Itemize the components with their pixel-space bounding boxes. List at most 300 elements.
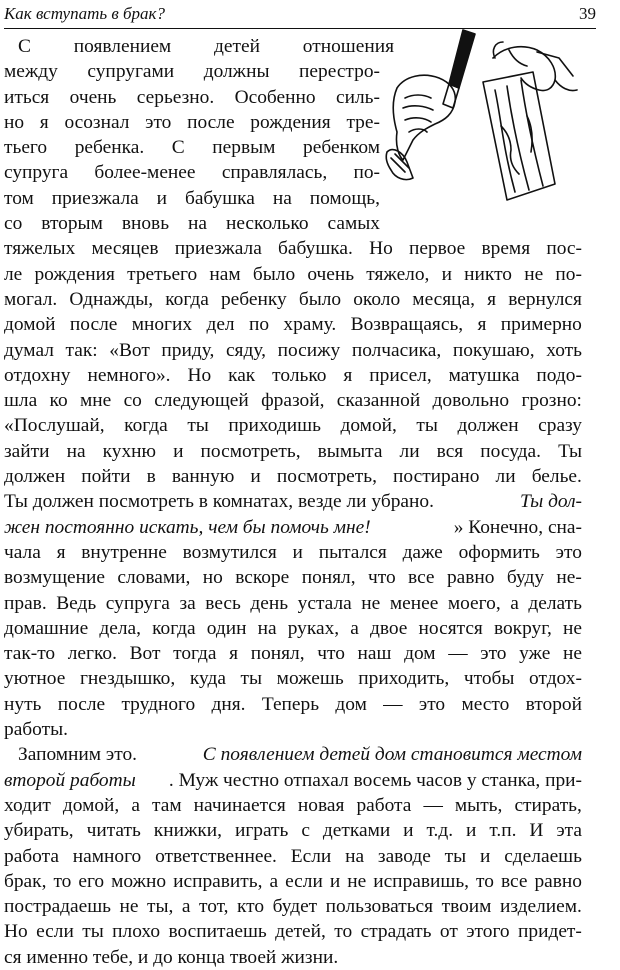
word: делать (528, 592, 582, 614)
word: Но (187, 364, 212, 386)
word: пострадаешь (4, 896, 112, 918)
italic-segment: С появлением детей дом становится местом (202, 744, 582, 766)
word: ходит (4, 794, 51, 816)
word: я (343, 364, 353, 386)
word: страдать (360, 921, 432, 943)
word: ли (399, 440, 420, 462)
word: что (367, 567, 396, 589)
word: довольно (432, 390, 510, 412)
word: со (123, 390, 142, 412)
word: перестро- (299, 61, 380, 83)
word: воспитаешь (168, 921, 267, 943)
word: на (257, 617, 277, 639)
word: буду (506, 567, 545, 589)
word: этого (466, 921, 510, 943)
word: ты (240, 668, 263, 690)
text-line (4, 160, 380, 185)
word: Если (290, 845, 332, 867)
word: тяжелых (4, 238, 76, 260)
word: серьезно. (136, 86, 215, 108)
text-line (4, 338, 582, 363)
word: все (500, 870, 528, 892)
word: уютное (4, 668, 66, 690)
word: твоим (441, 896, 492, 918)
word: — (423, 794, 443, 816)
word: место (461, 693, 510, 715)
word: тот, (198, 896, 229, 918)
word: это (418, 693, 446, 715)
word: ко (49, 390, 68, 412)
word: мыть, (454, 794, 503, 816)
word: нам (209, 263, 241, 285)
word: я (39, 111, 49, 133)
word: что (317, 643, 345, 665)
text-line (4, 666, 582, 691)
word: должен (4, 466, 66, 488)
word: и (479, 845, 491, 867)
word: силь- (335, 86, 380, 108)
word: ванную (171, 466, 235, 488)
word: все (408, 567, 435, 589)
word: посуда. (480, 440, 541, 462)
word: сделаешь (504, 845, 582, 867)
word: многих (131, 314, 193, 336)
word: носятся (418, 617, 483, 639)
word: детей (214, 36, 260, 57)
word: наш (357, 643, 392, 665)
word: за (179, 592, 196, 614)
word: на (188, 213, 207, 235)
word: месяца, (412, 288, 476, 310)
word: внутренне (81, 541, 167, 563)
text-line (4, 692, 582, 717)
word: понял, (301, 567, 356, 589)
word: Вот (129, 643, 161, 665)
word: домой (4, 314, 56, 336)
word: а (181, 896, 191, 918)
text-line (4, 768, 582, 793)
word: домой, (62, 794, 120, 816)
word: это (480, 643, 507, 665)
word: приду, (161, 339, 215, 361)
word: уже (519, 643, 551, 665)
word: по- (555, 263, 582, 285)
word: а (131, 794, 140, 816)
word: но (4, 111, 25, 133)
word: около (353, 288, 401, 310)
text-line (4, 388, 582, 413)
word: один (206, 617, 247, 639)
text-line (4, 591, 582, 616)
word: пользоваться (325, 896, 434, 918)
word: легко. (67, 643, 117, 665)
word: Ведь (56, 592, 97, 614)
word: том (4, 187, 34, 209)
word: если (36, 921, 74, 943)
word: рождения (34, 263, 115, 285)
word: даже (402, 541, 443, 563)
word: Но (4, 921, 28, 943)
word: появлением (73, 36, 172, 57)
word: заводе (377, 845, 431, 867)
word: чтобы (463, 668, 515, 690)
text-line (4, 818, 582, 843)
word: трудного (121, 693, 196, 715)
word: день (250, 592, 289, 614)
word: на (345, 845, 365, 867)
word: месяцев (91, 238, 159, 260)
text-line (4, 489, 582, 514)
word: хоть (546, 339, 582, 361)
word: то (476, 870, 494, 892)
word: никто (464, 263, 513, 285)
word: Однажды, (69, 288, 154, 310)
word: «Вот (109, 339, 150, 361)
text-line: работы. (4, 719, 68, 741)
word: приезжала (51, 187, 139, 209)
word: после (69, 314, 118, 336)
word: — (448, 643, 468, 665)
word: дела, (99, 617, 141, 639)
word: со (4, 213, 23, 235)
word: первым (212, 137, 276, 159)
text-line (4, 312, 582, 337)
word: и (441, 263, 452, 285)
word: по (248, 314, 270, 336)
text-line (4, 869, 582, 894)
word: помощь, (309, 187, 380, 209)
word: Особенно (234, 86, 316, 108)
word: но (202, 567, 223, 589)
word: не (347, 870, 367, 892)
word: детками (322, 820, 391, 842)
word: немного». (87, 364, 171, 386)
word: на (66, 440, 86, 462)
word: руках, (287, 617, 340, 639)
word: новая (297, 794, 345, 816)
word: «Послушай, (4, 415, 105, 437)
word: ли (495, 466, 516, 488)
word: это (145, 111, 172, 133)
italic-segment: второй работы (4, 769, 136, 791)
word: равно (534, 870, 582, 892)
word: а (350, 617, 359, 639)
word: эта (556, 820, 582, 842)
word: не (562, 643, 582, 665)
word: дел (206, 314, 235, 336)
word: словами, (117, 567, 191, 589)
word: стирать, (514, 794, 582, 816)
word: в (146, 466, 156, 488)
word: несколько (225, 213, 309, 235)
word: ты (187, 415, 209, 437)
text-line (4, 186, 380, 211)
word: Но (369, 238, 393, 260)
word: отношения (302, 36, 394, 57)
word: приходить, (358, 668, 450, 690)
word: супруга (105, 592, 170, 614)
word: ты (444, 845, 467, 867)
word: супруга (4, 162, 69, 184)
word: постирано (393, 466, 480, 488)
word: и (329, 870, 341, 892)
word: С (171, 137, 185, 159)
word: ребенком (303, 137, 380, 159)
word: можно (111, 870, 167, 892)
text-line (4, 262, 582, 287)
text-segment: . Муж честно отпахал восемь часов у станка, при- (168, 769, 582, 791)
word: кто (237, 896, 265, 918)
word: посмотреть, (276, 466, 377, 488)
text-segment: Ты должен посмотреть в комнатах, везде ли убрано. (4, 491, 434, 513)
word: второй (525, 693, 582, 715)
word: то (53, 870, 72, 892)
word: Возвращаясь, (350, 314, 464, 336)
word: шла (4, 390, 38, 412)
word: дня. (211, 693, 246, 715)
word: не (562, 617, 582, 639)
word: куда (189, 668, 226, 690)
word: а (510, 592, 519, 614)
word: после (187, 111, 235, 133)
word: играть (234, 820, 289, 842)
word: ответственнее. (155, 845, 277, 867)
word: отдох- (529, 668, 582, 690)
word: книжки, (153, 820, 223, 842)
word: кухню (102, 440, 157, 462)
text-line (4, 894, 582, 919)
text-line (4, 565, 582, 590)
text-line (4, 844, 582, 869)
word: полчасика, (351, 339, 442, 361)
text-line (4, 464, 582, 489)
word: вторым (41, 213, 103, 235)
word: понял, (250, 643, 305, 665)
text-line (4, 616, 582, 641)
word: очень (69, 86, 117, 108)
word: и (250, 466, 261, 488)
text-line (4, 59, 380, 84)
word: время (481, 238, 531, 260)
word: сказанной (336, 390, 421, 412)
word: супругами (87, 61, 175, 83)
text-line (4, 515, 582, 540)
word: вымыта (317, 440, 383, 462)
text-line (4, 236, 582, 261)
word: приезжала (174, 238, 262, 260)
word: прав. (4, 592, 47, 614)
word: и (466, 820, 477, 842)
word: Ты (558, 440, 582, 462)
text-line (4, 919, 582, 944)
word: зайти (4, 440, 50, 462)
word: вернулся (508, 288, 582, 310)
word: читать (86, 820, 141, 842)
word: тогда (173, 643, 217, 665)
word: если (285, 870, 323, 892)
word: моего, (447, 592, 501, 614)
word: можешь (276, 668, 344, 690)
word: тяжело, (366, 263, 430, 285)
word: возмутился (182, 541, 277, 563)
word: присел, (369, 364, 432, 386)
word: С (18, 36, 31, 57)
word: храму. (283, 314, 337, 336)
word: убирать, (4, 820, 74, 842)
text-line (4, 85, 380, 110)
page-number: 39 (579, 4, 596, 23)
word: работа (356, 794, 412, 816)
running-header (4, 2, 596, 29)
word: было (252, 263, 296, 285)
word: думал (4, 339, 54, 361)
word: исправить, (173, 870, 263, 892)
word: от (439, 921, 458, 943)
word: бабушка. (278, 238, 353, 260)
word: не- (556, 567, 582, 589)
word: на (272, 187, 292, 209)
text-line (4, 793, 582, 818)
word: с (301, 820, 310, 842)
word: а (269, 870, 279, 892)
word: посижу (277, 339, 341, 361)
word: рождения (250, 111, 331, 133)
word: не (361, 592, 381, 614)
word: я (477, 314, 487, 336)
italic-segment: жен постоянно искать, чем бы помочь мне! (4, 516, 371, 538)
word: я (56, 541, 66, 563)
word: ты, (147, 896, 174, 918)
text-line (4, 439, 582, 464)
word: посмотреть, (200, 440, 301, 462)
word: первое (409, 238, 466, 260)
word: двое (369, 617, 408, 639)
word: между (4, 61, 58, 83)
word: сразу (538, 415, 582, 437)
word: т.д. (426, 820, 454, 842)
word: когда (165, 288, 209, 310)
word: детей, (275, 921, 326, 943)
word: вскоре (235, 567, 290, 589)
word: должен (457, 415, 519, 437)
word: возмущение (4, 567, 105, 589)
word: весь (205, 592, 241, 614)
word: ле (4, 263, 23, 285)
word: пытался (318, 541, 387, 563)
word: вновь (121, 213, 170, 235)
text-segment: Запомним это. (18, 744, 137, 766)
word: тре- (346, 111, 380, 133)
text-line (4, 641, 582, 666)
word: по- (353, 162, 380, 184)
word: исправишь, (373, 870, 470, 892)
word: гнездышко, (79, 668, 176, 690)
word: примерно (500, 314, 582, 336)
word: ты (416, 415, 438, 437)
word: после (57, 693, 106, 715)
word: когда (124, 415, 168, 437)
word: бабушка (184, 187, 255, 209)
word: только (272, 364, 327, 386)
word: придет- (518, 921, 582, 943)
word: тьего (4, 137, 48, 159)
word: чала (4, 541, 41, 563)
text-line (4, 742, 582, 767)
word: равно (446, 567, 495, 589)
text-line (4, 540, 582, 565)
word: белье. (531, 466, 582, 488)
chapter-title: Как вступать в брак? (4, 4, 165, 23)
word: справлялась, (221, 162, 328, 184)
word: его (78, 870, 105, 892)
word: самых (327, 213, 380, 235)
word: более-менее (94, 162, 196, 184)
word: я (229, 643, 239, 665)
word: как (228, 364, 256, 386)
word: следующей (154, 390, 249, 412)
word: оформить (458, 541, 540, 563)
word: вся (436, 440, 464, 462)
word: домой, (340, 415, 397, 437)
word: менее (389, 592, 439, 614)
word: приходишь (228, 415, 321, 437)
word: сяду, (225, 339, 266, 361)
word: брак, (4, 870, 47, 892)
word: вокруг, (493, 617, 552, 639)
word: пос- (546, 238, 582, 260)
word: было (298, 288, 342, 310)
word: дом (404, 643, 436, 665)
word: плохо (112, 921, 161, 943)
word: то (334, 921, 353, 943)
word: домашние (4, 617, 89, 639)
word: это (555, 541, 582, 563)
text-line (4, 135, 380, 160)
word: отдохну (4, 364, 71, 386)
word: ребенка. (74, 137, 145, 159)
word: ребенку (220, 288, 287, 310)
word: там (152, 794, 182, 816)
word: не (119, 896, 139, 918)
text-line (4, 287, 582, 312)
word: третьего (127, 263, 198, 285)
word: могал. (4, 288, 58, 310)
word: должны (203, 61, 270, 83)
word: очень (307, 263, 355, 285)
word: Теперь (261, 693, 320, 715)
word: ты (82, 921, 104, 943)
word: и (156, 187, 168, 209)
text-line: ся именно тебе, и до конца твоей жизни. (4, 946, 339, 968)
word: покушаю, (452, 339, 535, 361)
word: грозно: (521, 390, 582, 412)
word: и (292, 541, 303, 563)
word: мне (79, 390, 112, 412)
word: матушка (448, 364, 520, 386)
text-line (4, 110, 380, 135)
text-line (4, 413, 582, 438)
word: работа (4, 845, 59, 867)
word: фразой, (261, 390, 325, 412)
body-text (4, 34, 582, 970)
word: т.п. (489, 820, 517, 842)
word: начинается (193, 794, 286, 816)
word: и (403, 820, 414, 842)
word: иться (4, 86, 50, 108)
word: я (487, 288, 497, 310)
italic-segment: Ты дол- (520, 491, 582, 513)
word: так: (65, 339, 98, 361)
